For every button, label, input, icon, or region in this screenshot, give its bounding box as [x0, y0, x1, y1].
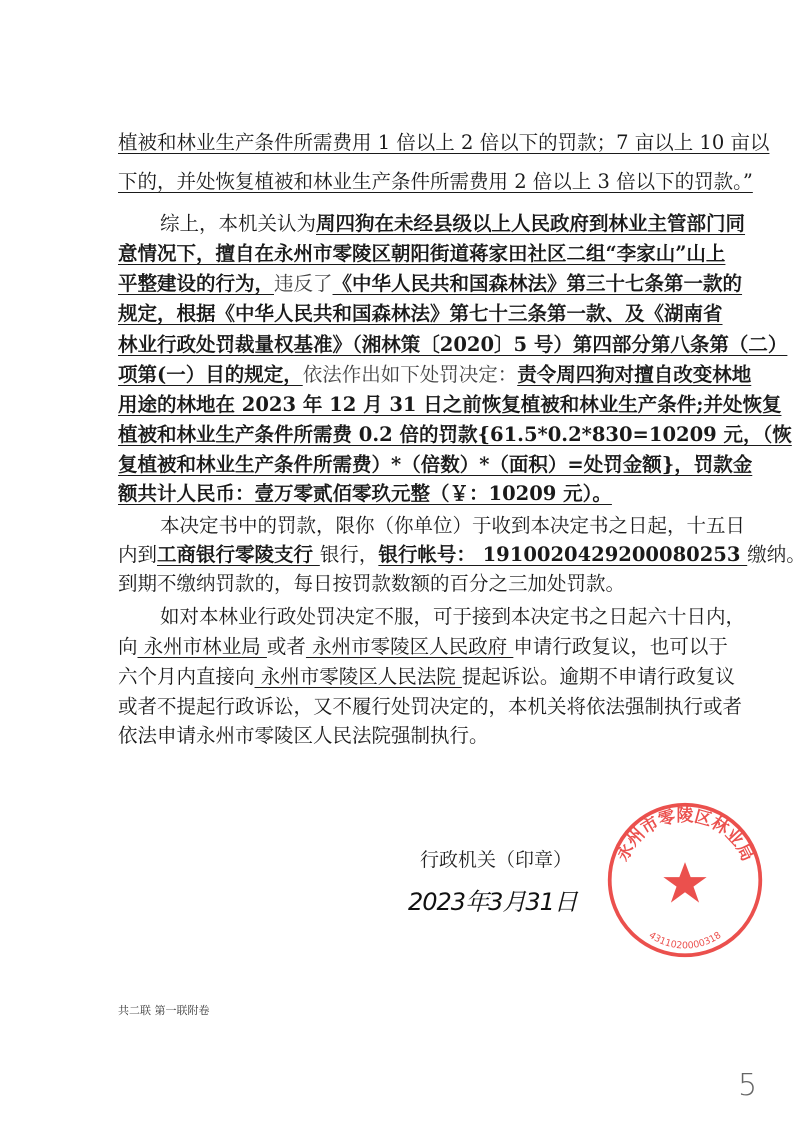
- text-line: [118, 393, 782, 417]
- text-line: [118, 695, 743, 719]
- underlined-text: 永州市林业局: [137, 635, 267, 658]
- text-line: [118, 131, 770, 155]
- text-segment: 或者不提起行政诉讼，又不履行处罚决定的，本机关将依法强制执行或者: [118, 695, 743, 718]
- text-segment: 违反了: [274, 272, 333, 295]
- seal-code: 4311020000318: [646, 929, 724, 952]
- text-segment: 或者: [266, 635, 306, 658]
- underlined-text: 植被和林业生产条件所需费 0.2 倍的罚款{61.5*0.2*830=10209 元，（恢: [118, 423, 792, 446]
- underlined-text: 林业行政处罚裁量权基准》（湘林策〔2020〕5 号）第四部分第八条第（二）: [118, 333, 788, 356]
- underlined-text: 复植被和林业生产条件所需费）*（倍数）*（面积）=处罚金额}，罚款金: [118, 453, 753, 476]
- underlined-text: 用途的林地在 2023 年 12 月 31 日之前恢复植被和林业生产条件;并处恢复: [118, 393, 782, 416]
- underlined-text: 项第(一）目的规定，: [118, 363, 303, 386]
- svg-text:永州市零陵区林业局: [612, 805, 759, 864]
- text-line: [160, 212, 746, 236]
- text-line: [118, 333, 788, 357]
- text-line: [118, 363, 752, 387]
- text-line: [118, 170, 753, 194]
- text-line: [118, 543, 806, 567]
- underlined-text: 意情况下，擅自在永州市零陵区朝阳街道蒋家田社区二组“李家山”山上: [118, 242, 726, 265]
- underlined-text: 永州市零陵区人民政府: [305, 635, 514, 658]
- underlined-text: 平整建设的行为，: [118, 272, 275, 295]
- text-line: [160, 514, 746, 538]
- text-segment: 如对本林业行政处罚决定不服，可于接到本决定书之日起六十日内，: [160, 605, 746, 628]
- text-line: [118, 724, 700, 748]
- text-line: [118, 635, 728, 659]
- underlined-text: 周四狗在未经县级以上人民政府到林业主管部门同: [316, 212, 746, 235]
- text-line: [118, 572, 700, 596]
- text-line: [118, 665, 735, 689]
- underlined-text: 工商银行零陵支行: [157, 543, 320, 566]
- text-line: [118, 453, 753, 477]
- underlined-text: 责令周四狗对擅自改变林地: [517, 363, 752, 386]
- text-line: [118, 302, 723, 326]
- text-segment: 申请行政复议，也可以于: [513, 635, 728, 658]
- text-line: [118, 423, 792, 447]
- page-number-mark: 5: [738, 1068, 758, 1103]
- text-segment: 缴纳。: [747, 543, 806, 566]
- svg-text:4311020000318: [647, 930, 723, 952]
- underlined-text: 规定，根据《中华人民共和国森林法》第七十三条第一款、及《湖南省: [118, 302, 723, 325]
- underlined-text: 《中华人民共和国森林法》第三十七条第一款的: [332, 272, 743, 295]
- text-segment: 综上，本机关认为: [160, 212, 317, 235]
- issuing-authority-label: 行政机关（印章）: [420, 849, 573, 871]
- text-segment: 本决定书中的罚款，限你（你单位）于收到本决定书之日起，十五日: [160, 514, 746, 537]
- text-line: [118, 242, 726, 266]
- text-segment: 提起诉讼。逾期不申请行政复议: [461, 665, 735, 688]
- text-line: [118, 482, 700, 506]
- underlined-text: 额共计人民币：壹万零贰佰零玖元整（￥：10209 元）。: [118, 482, 612, 505]
- seal-text: 永州市零陵区林业局: [611, 805, 759, 865]
- official-seal: [605, 800, 765, 960]
- underlined-text: 永州市零陵区人民法院: [254, 665, 462, 688]
- handwritten-date: 2023年3月31日: [408, 888, 577, 916]
- star-icon: [663, 862, 706, 902]
- text-segment: 银行，: [319, 543, 379, 566]
- text-segment: 依法申请永州市零陵区人民法院强制执行。: [118, 724, 489, 747]
- underlined-text: 植被和林业生产条件所需费用 1 倍以上 2 倍以下的罚款；7 亩以上 10 亩以: [118, 131, 770, 154]
- text-segment: 依法作出如下处罚决定：: [302, 363, 518, 386]
- text-segment: 向: [118, 635, 138, 658]
- underlined-text: 下的，并处恢复植被和林业生产条件所需费用 2 倍以上 3 倍以下的罚款。”: [118, 170, 753, 193]
- underlined-text: 银行帐号： 1910020429200080253: [378, 543, 748, 566]
- text-segment: 到期不缴纳罚款的，每日按罚款数额的百分之三加处罚款。: [118, 572, 626, 595]
- text-segment: 内到: [118, 543, 158, 566]
- footer-note: 共二联 第一联附卷: [118, 1004, 210, 1017]
- text-line: [160, 605, 746, 629]
- text-segment: 六个月内直接向: [118, 665, 255, 688]
- text-line: [118, 272, 743, 296]
